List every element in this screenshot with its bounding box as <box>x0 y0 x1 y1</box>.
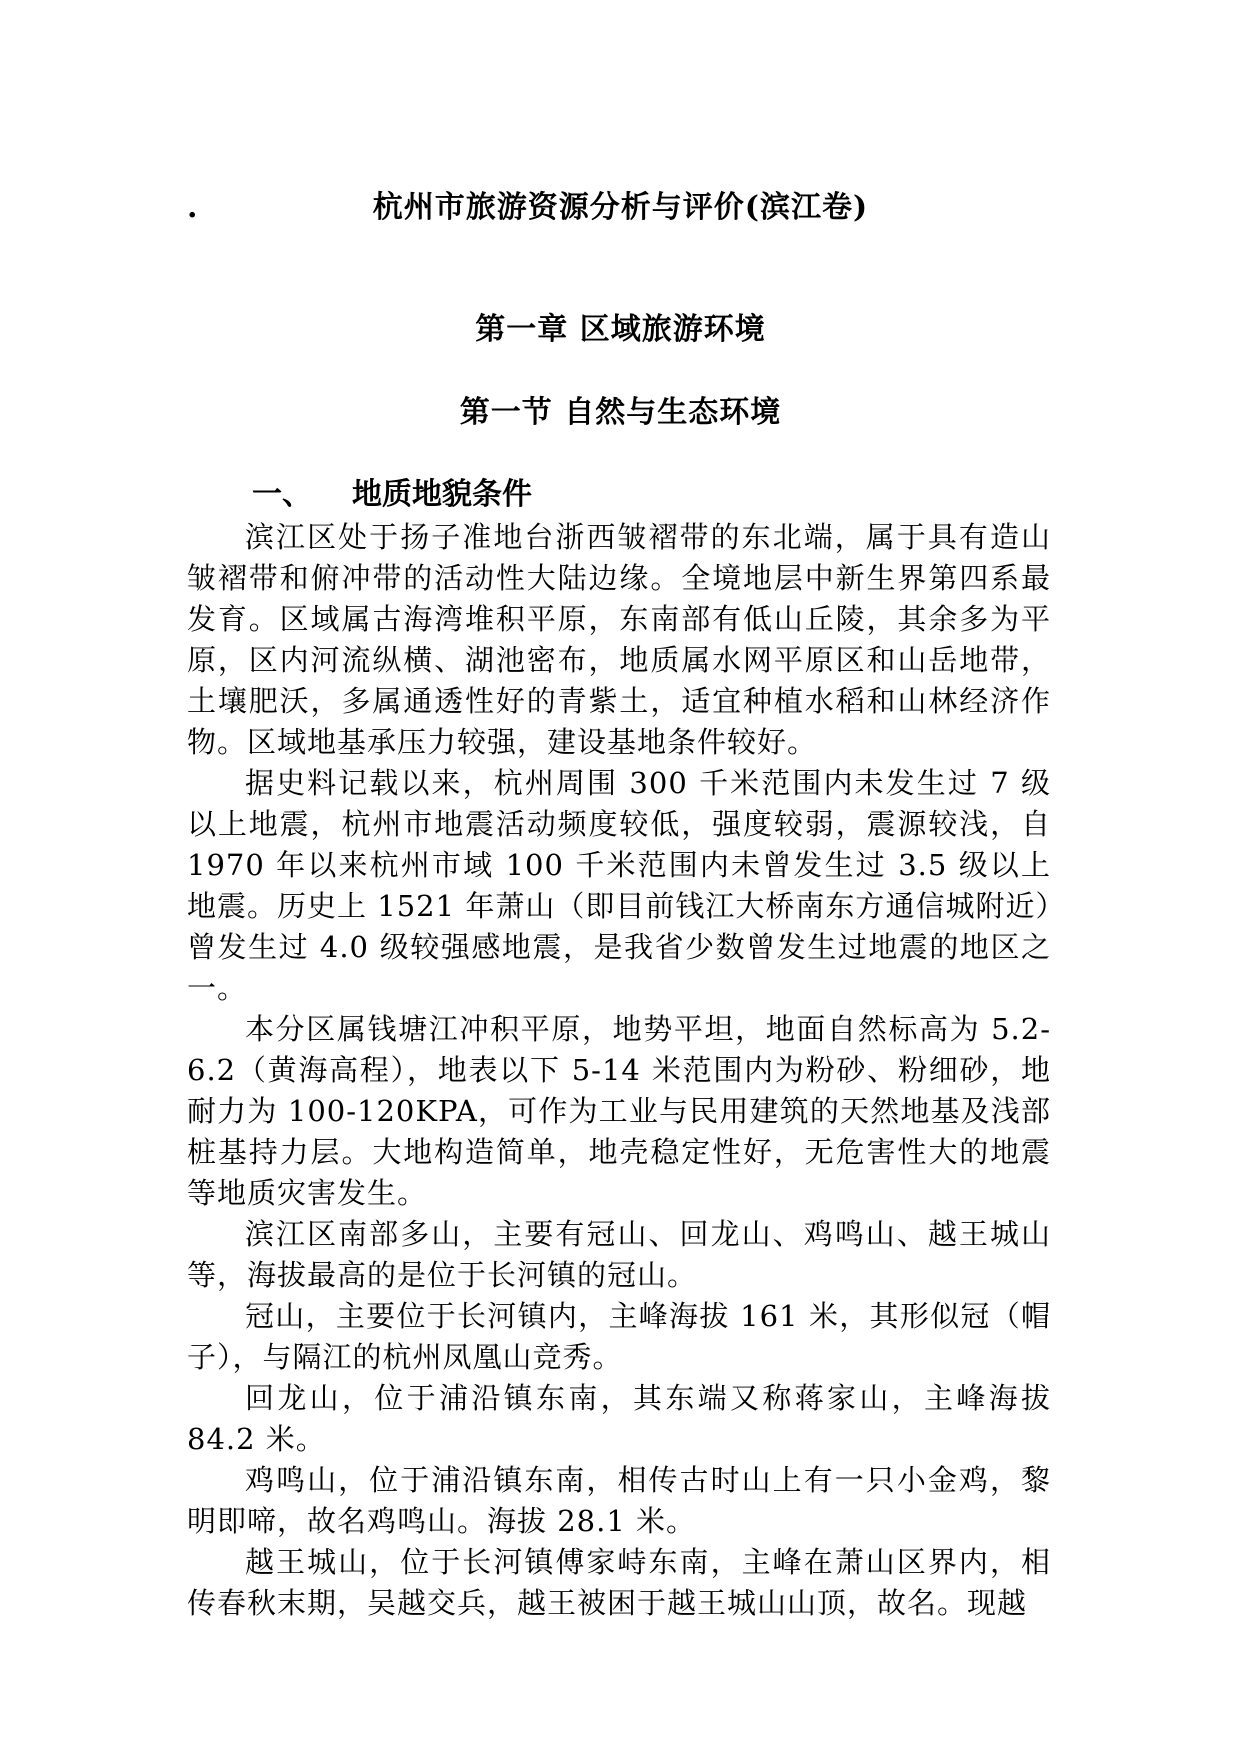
paragraph: 本分区属钱塘江冲积平原，地势平坦，地面自然标高为 5.2-6.2（黄海高程），地表以下 5-14 米范围内为粉砂、粉细砂，地耐力为 100-120KPA，可作为工业与民用建筑的天然地基及浅部桩基持力层。大地构造简单，地壳稳定性好，无危害性大的地震等地质灾害发生。 <box>187 1012 1051 1210</box>
paragraph: 冠山，主要位于长河镇内，主峰海拔 161 米，其形似冠（帽子），与隔江的杭州凤凰山竞秀。 <box>187 1299 1051 1374</box>
section-heading: 第一节 自然与生态环境 <box>459 395 782 430</box>
document-title: 杭州市旅游资源分析与评价(滨江卷) <box>372 190 869 225</box>
subsection-title: 地质地貌条件 <box>352 477 532 512</box>
paragraph: 回龙山，位于浦沿镇东南，其东端又称蒋家山，主峰海拔 84.2 米。 <box>187 1381 1051 1456</box>
paragraph: 据史料记载以来，杭州周围 300 千米范围内未发生过 7 级以上地震，杭州市地震活动频度较低，强度较弱，震源较浅，自 1970 年以来杭州市域 100 千米范围内未曾发生过 3.5 级以上地震。历史上 1521 年萧山（即目前钱江大桥南东方通信城附近）曾发生过 4.0 级较强感地震，是我省少数曾发生过地震的地区之一。 <box>187 766 1051 1005</box>
subsection-number: 一、 <box>252 477 312 512</box>
paragraph: 滨江区处于扬子准地台浙西皱褶带的东北端，属于具有造山皱褶带和俯冲带的活动性大陆边缘。全境地层中新生界第四系最发育。区域属古海湾堆积平原，东南部有低山丘陵，其余多为平原，区内河流纵横、湖池密布，地质属水网平原区和山岳地带，土壤肥沃，多属通透性好的青紫土，适宜种植水稻和山林经济作物。区域地基承压力较强，建设基地条件较好。 <box>187 520 1051 759</box>
leading-dot: . <box>187 190 198 225</box>
chapter-heading: 第一章 区域旅游环境 <box>475 312 766 347</box>
paragraph: 滨江区南部多山，主要有冠山、回龙山、鸡鸣山、越王城山等，海拔最高的是位于长河镇的冠山。 <box>187 1217 1051 1292</box>
body-text <box>187 517 1051 1624</box>
subsection-heading <box>252 475 532 515</box>
paragraph: 鸡鸣山，位于浦沿镇东南，相传古时山上有一只小金鸡，黎明即啼，故名鸡鸣山。海拔 28.1 米。 <box>187 1463 1051 1538</box>
paragraph: 越王城山，位于长河镇傅家峙东南，主峰在萧山区界内，相传春秋末期，吴越交兵，越王被困于越王城山山顶，故名。现越 <box>187 1545 1051 1620</box>
